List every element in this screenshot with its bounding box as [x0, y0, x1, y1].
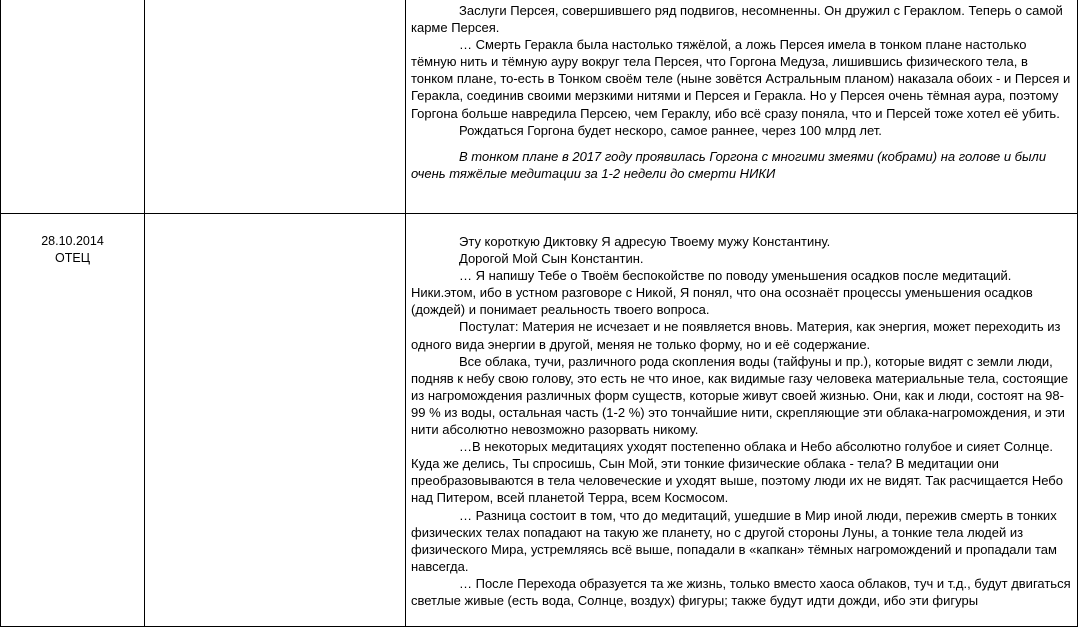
row-2-author: ОТЕЦ — [55, 251, 90, 265]
paragraph: Дорогой Мой Сын Константин. — [459, 251, 644, 267]
paragraph: … Я напишу Тебе о Твоём беспокойстве по поводу уменьшения осадков после медитаций. Ники.этом, ибо в устном разговоре с Никой, Я понял, что она осознаёт процессы уменьшения осадков (дождей) и понимает реальность твоего вопроса. — [411, 268, 1033, 318]
paragraph: … Смерть Геракла была настолько тяжёлой, а ложь Персея имела в тонком плане настолько тёмную нить и тёмную ауру вокруг тела Персея, что Горгона Медуза, лишившись физического тела, в тонком плане, то-есть в Тонком своём теле (ныне зовётся Астральным планом) наказала обоих - и Персея и Геракла, соединив своими мерзкими нитями и Персея и Геракла. Но у Персея очень тёмная аура, поэтому Горгона больше навредила Персею, чем Гераклу, ибо всё сразу поняла, что и Персей тоже хотел её убить. — [411, 37, 1071, 121]
column-divider-text — [405, 0, 406, 627]
column-divider-date — [144, 0, 145, 627]
row-1-text-cell — [411, 2, 1073, 182]
table-border-left — [0, 0, 1, 627]
row-divider — [0, 213, 1078, 214]
row-2-date: 28.10.2014 — [41, 234, 104, 248]
paragraph: Рождаться Горгона будет нескоро, самое раннее, через 100 млрд лет. — [459, 122, 882, 138]
paragraph: Заслуги Персея, совершившего ряд подвигов, несомненны. Он дружил с Гераклом. Теперь о самой карме Персея. — [411, 3, 1063, 36]
paragraph: … Разница состоит в том, что до медитаций, ушедшие в Мир иной люди, пережив смерть в тонких физических телах попадают на такую же планету, но с другой стороны Луны, а тонкие тела людей из физического Мира, устремляясь всё выше, попадали в «капкан» тёмных нагромождений и пропадали там навсегда. — [411, 507, 1057, 574]
paragraph: Эту короткую Диктовку Я адресую Твоему мужу Константину. — [459, 234, 831, 249]
paragraph: Постулат: Материя не исчезает и не появляется вновь. Материя, как энергия, может переходить из одного вида энергии в другой, меняя не только форму, но и её содержание. — [411, 319, 1061, 352]
paragraph: Все облака, тучи, различного рода скопления воды (тайфуны и пр.), которые видят с земли люди, подняв к небу свою голову, это есть не что иное, как видимые газу человека материальные тела, состоящие из нагромождения различных форм существ, которые живут своей жизнью. Они, как и люди, состоят на 98-99 % из воды, остальная часть (1-2 %) это тончайшие нити, скрепляющие эти облака-нагромождения, и эти нити абсолютно невозможно разорвать никому. — [411, 353, 1069, 438]
paragraph: … После Перехода образуется та же жизнь, только вместо хаоса облаков, туч и т.д., будут двигаться светлые живые (есть вода, Солнце, воздух) фигуры; также будут идти дожди, ибо эти фигуры — [411, 575, 1071, 608]
row-2-date-cell — [1, 233, 144, 267]
italic-note: В тонком плане в 2017 году проявилась Горгона с многими змеями (кобрами) на голове и были очень тяжёлые медитации за 1-2 недели до смерти НИКИ — [411, 148, 1047, 181]
row-2-text-cell — [411, 233, 1073, 609]
paragraph: …В некоторых медитациях уходят постепенно облака и Небо абсолютно голубое и сияет Солнце. Куда же делись, Ты спросишь, Сын Мой, эти тонкие физические облака - тела? В медитации они преобразовываются в тела человеческие и уходят выше, поэтому люди их не видят. Так расчищается Небо над Питером, всей планетой Терра, всем Космосом. — [411, 439, 1063, 506]
